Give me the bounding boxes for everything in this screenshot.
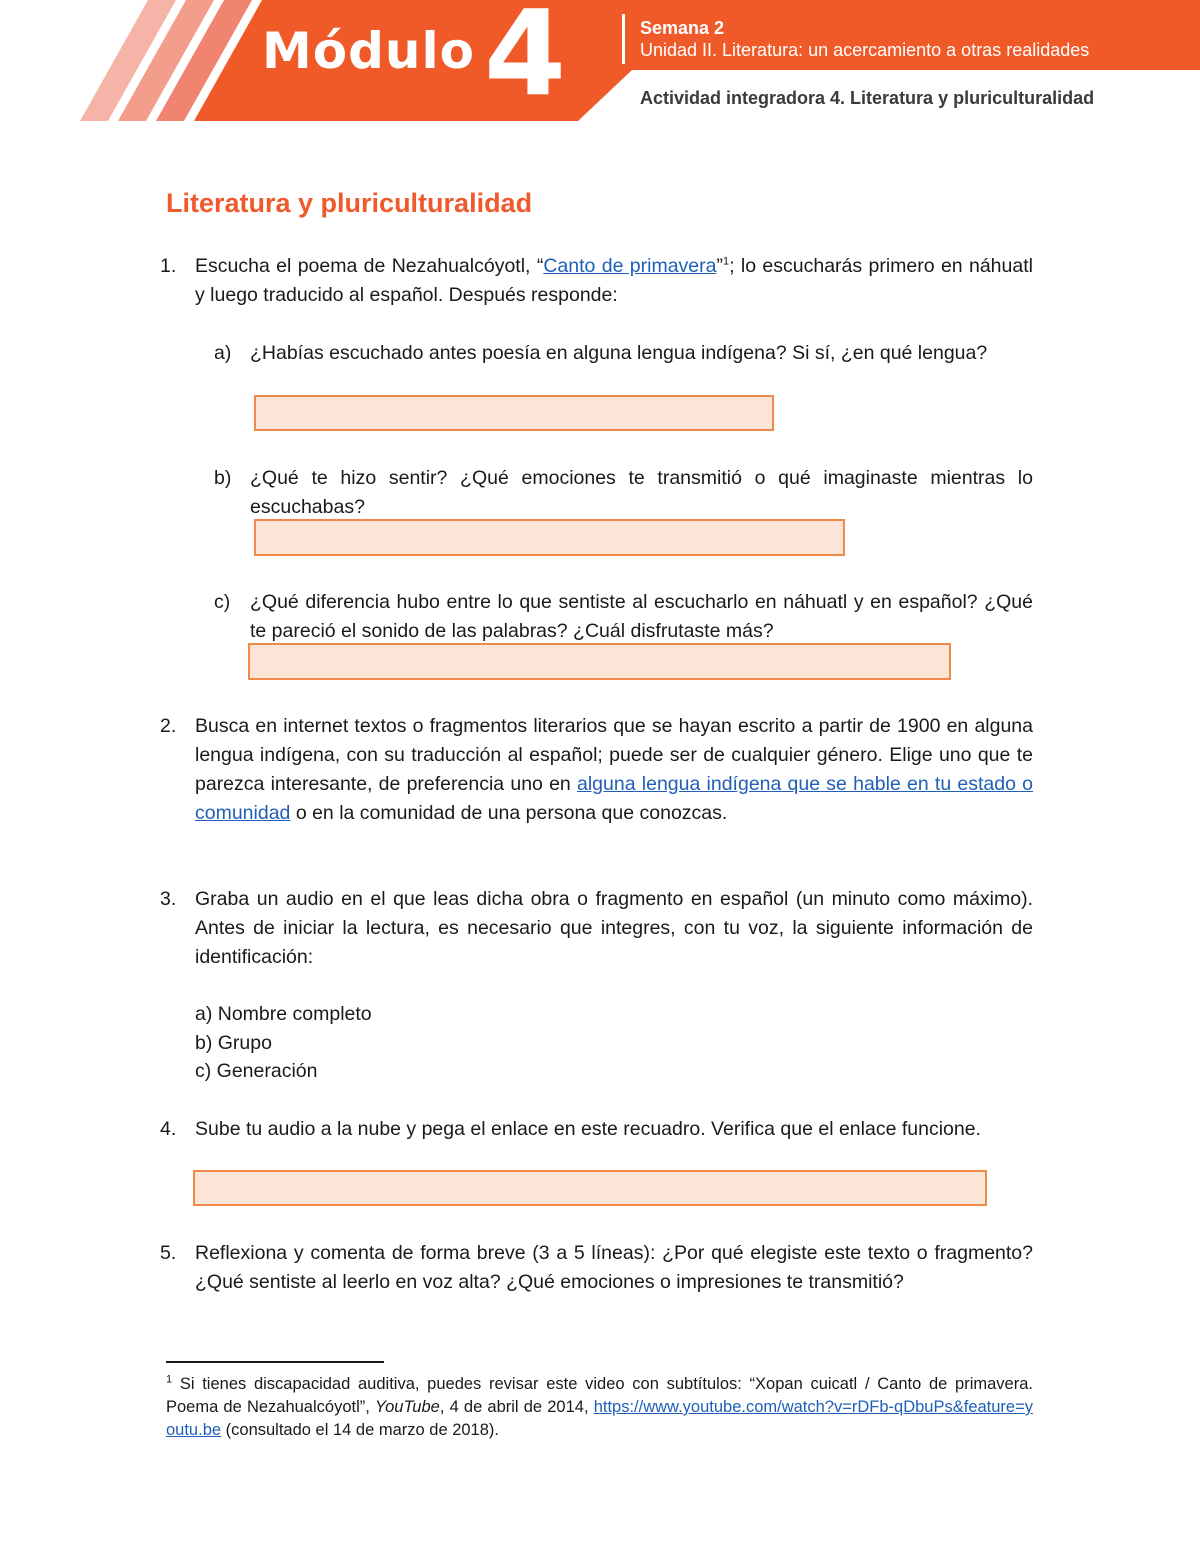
module-word: Módulo xyxy=(262,22,475,80)
q1c-answer-box[interactable] xyxy=(248,643,951,680)
header-divider xyxy=(622,14,625,64)
q1a-answer-box[interactable] xyxy=(254,395,774,431)
page-header xyxy=(0,0,1200,125)
q3-item-generacion: c) Generación xyxy=(195,1060,318,1082)
youtube-video-link[interactable]: https://www.youtube.com/watch?v=rDFb-qDbuPs&feature=youtu.be xyxy=(166,1398,1033,1439)
module-number: 4 xyxy=(484,0,567,122)
footnote-divider xyxy=(166,1361,384,1363)
q3-number: 3. xyxy=(160,888,177,910)
q1c-text: ¿Qué diferencia hubo entre lo que sentiste al escucharlo en náhuatl y en español? ¿Qué te pareció el sonido de las palabras? ¿Cuál disfrutaste más? xyxy=(250,591,1033,642)
footnote xyxy=(166,1373,1033,1442)
q1b-answer-box[interactable] xyxy=(254,519,845,556)
q3-item-nombre: a) Nombre completo xyxy=(195,1003,372,1025)
q5-number: 5. xyxy=(160,1242,177,1264)
q2-number: 2. xyxy=(160,715,177,737)
q2-text xyxy=(195,712,1033,828)
q1-text-part2: ” xyxy=(716,255,723,277)
q3-text: Graba un audio en el que leas dicha obra o fragmento en español (un minuto como máximo). Antes de iniciar la lectura, es necesario que integres, con tu voz, la siguiente información de identificación: xyxy=(195,888,1033,968)
footnote-part2: , 4 de abril de 2014, xyxy=(439,1398,594,1416)
q1c-label: c) xyxy=(214,591,231,613)
lenguas-indigenas-link[interactable]: alguna lengua indígena que se hable en tu estado o comunidad xyxy=(195,773,1033,824)
q1-number: 1. xyxy=(160,255,177,277)
q1b-label: b) xyxy=(214,467,232,489)
footnote-ref: 1 xyxy=(722,255,730,268)
q1b-text: ¿Qué te hizo sentir? ¿Qué emociones te transmitió o qué imaginaste mientras lo escuchabas? xyxy=(250,467,1033,518)
page-title: Literatura y pluriculturalidad xyxy=(166,188,533,218)
q4-number: 4. xyxy=(160,1118,177,1140)
q2-text-part2: o en la comunidad de una persona que conozcas. xyxy=(290,802,728,824)
q1a-label: a) xyxy=(214,342,232,364)
q3-item-grupo: b) Grupo xyxy=(195,1032,272,1054)
footnote-part3: (consultado el 14 de marzo de 2018). xyxy=(221,1421,499,1439)
footnote-mark: 1 xyxy=(166,1373,173,1386)
audio-link-box[interactable] xyxy=(193,1170,987,1206)
q5-text: Reflexiona y comenta de forma breve (3 a 5 líneas): ¿Por qué elegiste este texto o fragmento? ¿Qué sentiste al leerlo en voz alta? ¿Qué emociones o impresiones te transmitió? xyxy=(195,1242,1033,1293)
q1-text xyxy=(195,252,1033,310)
footnote-youtube: YouTube xyxy=(375,1398,440,1416)
unit-label: Unidad II. Literatura: un acercamiento a otras realidades xyxy=(640,40,1090,60)
q1-text-part1: Escucha el poema de Nezahualcóyotl, “ xyxy=(195,255,544,277)
q4-text: Sube tu audio a la nube y pega el enlace en este recuadro. Verifica que el enlace funcione. xyxy=(195,1118,981,1140)
canto-de-primavera-link[interactable]: Canto de primavera xyxy=(543,255,717,277)
q1-text-part3: ; lo escucharás primero en náhuatl y luego traducido al español. Después responde: xyxy=(195,255,1033,306)
activity-title: Actividad integradora 4. Literatura y pluriculturalidad xyxy=(640,88,1095,108)
q1a-text: ¿Habías escuchado antes poesía en alguna lengua indígena? Si sí, ¿en qué lengua? xyxy=(250,342,988,364)
footnote-part1: Si tienes discapacidad auditiva, puedes revisar este video con subtítulos: “Xopan cuicatl / Canto de primavera. Poema de Nezahualcóyotl”, xyxy=(166,1375,1033,1416)
week-label: Semana 2 xyxy=(640,18,725,38)
q2-text-part1: Busca en internet textos o fragmentos literarios que se hayan escrito a partir de 1900 en alguna lengua indígena, con su traducción al español; puede ser de cualquier género. Elige uno que te parezca interesante, de preferencia uno en xyxy=(195,715,1033,795)
